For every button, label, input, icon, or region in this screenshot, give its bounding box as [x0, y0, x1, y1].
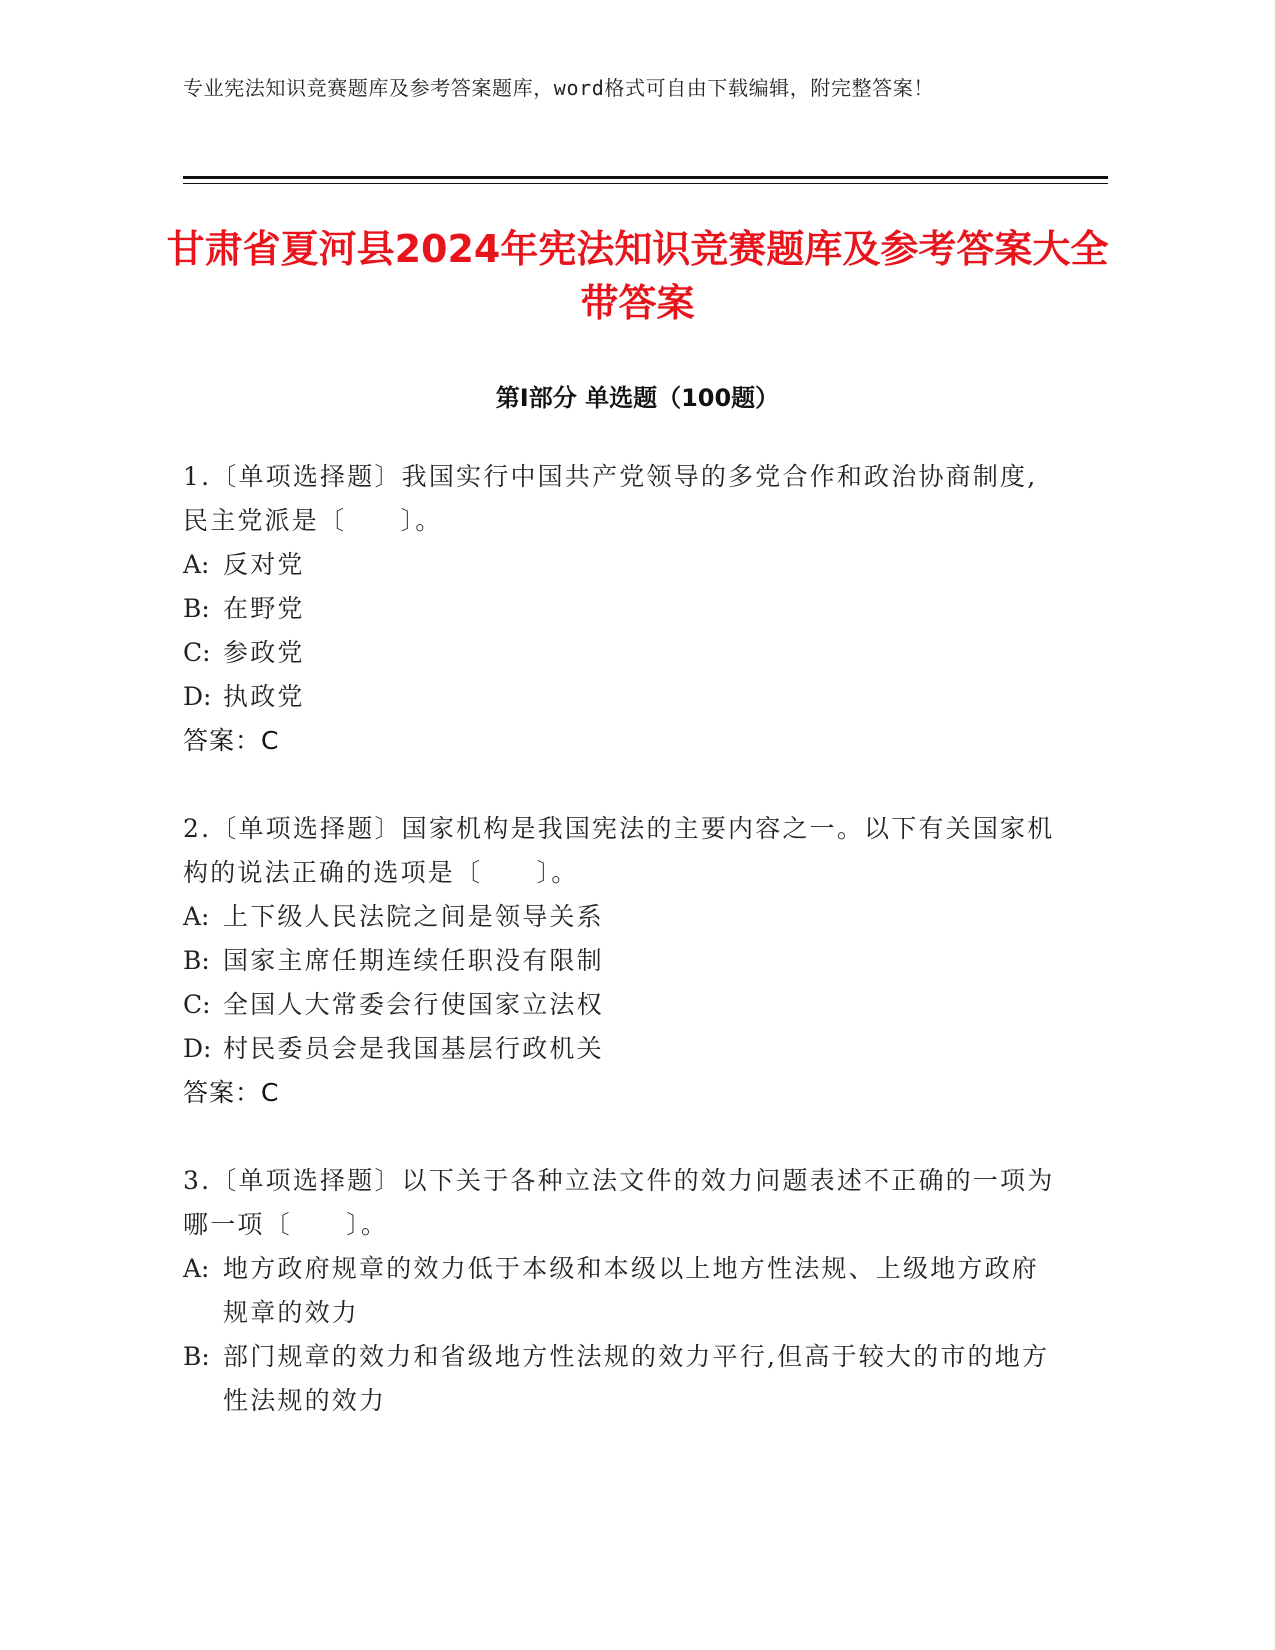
option-letter: D: [183, 1034, 212, 1063]
option-letter: C: [183, 638, 211, 667]
question-3 [183, 1159, 1063, 1423]
question-stem: 1.〔单项选择题〕我国实行中国共产党领导的多党合作和政治协商制度,民主党派是〔 〕。 [183, 462, 1038, 535]
option-text: 反对党 [223, 550, 305, 579]
question-stem: 3.〔单项选择题〕以下关于各种立法文件的效力问题表述不正确的一项为哪一项〔 〕。 [183, 1166, 1055, 1239]
option-d [183, 675, 1063, 719]
header-rule-thick [183, 176, 1108, 179]
header-note: 专业宪法知识竞赛题库及参考答案题库，word格式可自由下载编辑，附完整答案！ [183, 76, 934, 100]
option-c [183, 983, 1063, 1027]
option-text: 部门规章的效力和省级地方性法规的效力平行,但高于较大的市的地方性法规的效力 [223, 1342, 1050, 1415]
option-letter: B: [183, 946, 210, 975]
option-text: 上下级人民法院之间是领导关系 [223, 902, 604, 931]
option-letter: C: [183, 990, 211, 1019]
option-text: 全国人大常委会行使国家立法权 [223, 990, 604, 1019]
question-2 [183, 807, 1063, 1115]
option-text: 国家主席任期连续任职没有限制 [223, 946, 604, 975]
option-a [183, 543, 1063, 587]
option-text: 在野党 [223, 594, 305, 623]
option-text: 参政党 [223, 638, 305, 667]
option-letter: A: [183, 550, 210, 579]
option-b [183, 1335, 1063, 1423]
header-rule-thin [183, 183, 1108, 184]
option-letter: A: [183, 902, 210, 931]
option-text: 村民委员会是我国基层行政机关 [223, 1034, 604, 1063]
option-letter: B: [183, 594, 210, 623]
question-1 [183, 455, 1063, 763]
option-b [183, 587, 1063, 631]
answer-line: 答案：C [183, 1078, 280, 1107]
option-text: 地方政府规章的效力低于本级和本级以上地方性法规、上级地方政府规章的效力 [223, 1254, 1040, 1327]
question-stem: 2.〔单项选择题〕国家机构是我国宪法的主要内容之一。以下有关国家机构的说法正确的选项是〔 〕。 [183, 814, 1055, 887]
question-list [183, 455, 1063, 1467]
option-a [183, 895, 1063, 939]
option-a [183, 1247, 1063, 1335]
option-c [183, 631, 1063, 675]
option-text: 执政党 [223, 682, 305, 711]
option-letter: A: [183, 1254, 210, 1283]
option-letter: D: [183, 682, 212, 711]
option-letter: B: [183, 1342, 210, 1371]
option-b [183, 939, 1063, 983]
option-d [183, 1027, 1063, 1071]
section-title: 第Ⅰ部分 单选题（100题） [495, 384, 780, 412]
answer-line: 答案：C [183, 726, 280, 755]
document-title: 甘肃省夏河县2024年宪法知识竞赛题库及参考答案大全带答案 [166, 227, 1109, 325]
